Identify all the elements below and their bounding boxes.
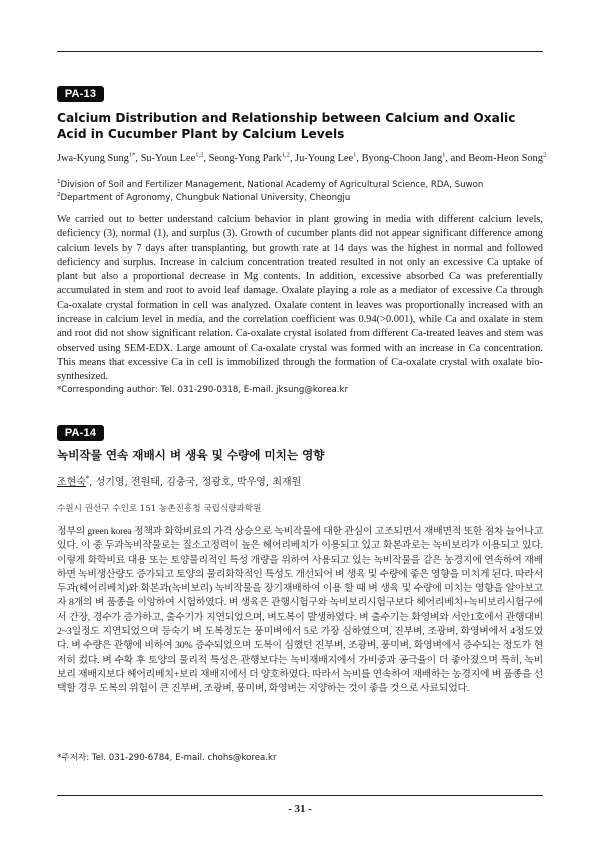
author-name: 정광호 — [201, 477, 231, 488]
author-affiliation-mark: 1* — [128, 151, 136, 159]
author-affiliation-mark: 1 — [353, 151, 357, 159]
author-separator: , — [195, 477, 202, 488]
affiliation-mark: 1 — [57, 179, 61, 186]
author-name: Beom-Heon Song — [468, 153, 543, 164]
author-name: 박우영 — [236, 477, 266, 488]
top-rule — [57, 51, 543, 52]
author-name: Su-Youn Lee — [140, 153, 196, 164]
author-affiliation-mark: 1 — [442, 151, 446, 159]
author-separator: , — [230, 477, 237, 488]
author-name: 조현숙 — [57, 477, 86, 488]
affiliation-2 — [57, 192, 547, 204]
author-separator: , — [124, 477, 131, 488]
author-separator: , — [203, 153, 209, 164]
author-list — [57, 152, 547, 166]
author-name: Ju-Young Lee — [295, 153, 354, 164]
author-name: 성기영 — [95, 477, 125, 488]
author-separator: , — [159, 477, 167, 488]
author-name: Byong-Choon Jang — [361, 153, 443, 164]
author-name: Seong-Yong Park — [208, 153, 282, 164]
abstract-body: 정부의 green korea 정책과 화학비료의 가격 상승으로 녹비작물에 대한 관심이 고조되면서 재배면적 또한 점차 늘어나고 있다. 이 중 두과녹비작물로는 질소고정력이 높은 헤어리베치가 이용되고 있고 화본과로는 녹비보리가 이용되고 있다. 이렇게 화학비료 대용 또는 토양물리적인 특성 개량을 위하여 사용되고 있는 녹비작물을 같은 농경지에 연속하여 재배하면 녹비생산량도 증가되고 토양의 물리화학적인 특성도 개선되어 벼 생육 및 수량에 좋은 영향을 미치게 된다. 따라서 두과(헤어리베치)와 화본과(녹비보리) 녹비작물을 장기재배하여 이용 할 때 벼 생육 및 수량에 미치는 영향을 알아보고자 8개의 벼 품종을 이앙하여 시험하였다. 벼 생육은 관행시험구와 녹비보리시험구보다 헤어리베치+녹비보리시험구에서 간장, 경수가 증가하고, 출수기가 지연되었으며, 벼도복이 발생하였다. 벼 출수기는 화영벼와 서안1호에서 관행대비 2~3일정도 지연되었으며 등숙기 벼 도복정도는 풍미벼에서 5로 가장 심하였으며, 진부벼, 조광벼, 화영벼에서 4정도였다. 벼 수량은 관행에 비하여 30% 증수되었으며 도복이 심했던 진부벼, 조광벼, 풍미벼, 화영벼에서 증수되는 정도가 현저히 컸다. 벼 수확 후 토양의 물리적 특성은 관행보다는 녹비재배지에서 가비중과 공극율이 더 좋아졌으며 특히, 녹비보리 재배지보다 헤어리베치+보리 재배지에서 더 양호하였다. 따라서 녹비를 연속하여 재배하는 농경지에 벼 품종을 선택할 경우 도복의 위험이 큰 진부벼, 조광벼, 풍미벼, 화영벼는 지양하는 것이 좋을 것으로 사료되었다. — [57, 526, 543, 695]
author-list — [57, 476, 547, 490]
author-affiliation-mark: 1,2 — [195, 151, 204, 159]
author-separator: , — [135, 153, 141, 164]
author-affiliation-mark: 2 — [542, 151, 547, 159]
author-separator: , — [356, 153, 362, 164]
corresponding-author-note: *Corresponding author: Tel. 031-290-0318, E-mail. jksung@korea.kr — [57, 385, 349, 395]
author-separator: , — [289, 153, 296, 164]
author-affiliation-mark: 1,2 — [281, 151, 290, 159]
affiliation-1 — [57, 179, 547, 191]
author-affiliation-mark: * — [85, 474, 90, 483]
page-number: - 31 - — [288, 803, 312, 815]
abstract-id-badge: PA-14 — [57, 425, 104, 441]
affiliation-mark: 2 — [57, 192, 61, 199]
author-name: 전원태 — [130, 477, 160, 488]
affiliation-text: Division of Soil and Fertilizer Management, National Academy of Agricultural Science, RDA, Suwon — [60, 180, 484, 190]
author-separator: , — [89, 477, 96, 488]
author-separator: , and — [445, 153, 469, 164]
corresponding-author-note: *주저자: Tel. 031-290-6784, E-mail. chohs@korea.kr — [57, 753, 277, 763]
bottom-rule — [57, 795, 543, 796]
affiliation-text: 수원시 권선구 수인로 151 농촌진흥청 국립식량과학원 — [57, 504, 262, 514]
author-name: 최재원 — [272, 477, 302, 488]
abstract-title: 녹비작물 연속 재배시 벼 생육 및 수량에 미치는 영향 — [57, 448, 325, 462]
author-name: Jwa-Kyung Sung — [57, 153, 129, 164]
affiliation-text: Department of Agronomy, Chungbuk National University, Cheongju — [60, 193, 351, 203]
author-separator: , — [265, 477, 273, 488]
abstract-id-badge: PA-13 — [57, 86, 104, 102]
author-name: 김충국 — [166, 477, 196, 488]
abstract-title: Calcium Distribution and Relationship between Calcium and Oxalic Acid in Cucumber Plant by Calcium Levels — [57, 111, 516, 141]
abstract-body: We carried out to better understand calcium behavior in plant growing in media with different calcium levels, deficiency (3), normal (1), and surplus (3). Growth of cucumber plants did not appear significant difference among calcium levels by 7 days after transplanting, but growth rate at 14 days was the highest in normal and followed deficiency and surplus. Increase in calcium concentration treated resulted in not only an excessive Ca uptake of plant but also a proportional decrease in Mg contents. In addition, excessive absorbed Ca was preferentially accumulated in stem and root to avoid leaf damage. Oxalate playing a role as a mediator of excessive Ca through Ca-oxalate crystal formation in cell was analyzed. Oxalate content in leaves was proportionally increased with an increase in calcium level in media, and the correlation coefficient was 0.94(>0.001), while Ca and oxalate in stem and root did not show significant relation. Ca-oxalate crystal isolated from different Ca-treated leaves and stem was observed using SEM-EDX. Large amount of Ca-oxalate crystal was formed with an increase in Ca concentration. This means that excessive Ca in cell is immobilized through the formation of Ca-oxalate crystal with oxalate bio-synthesized. — [57, 214, 543, 383]
